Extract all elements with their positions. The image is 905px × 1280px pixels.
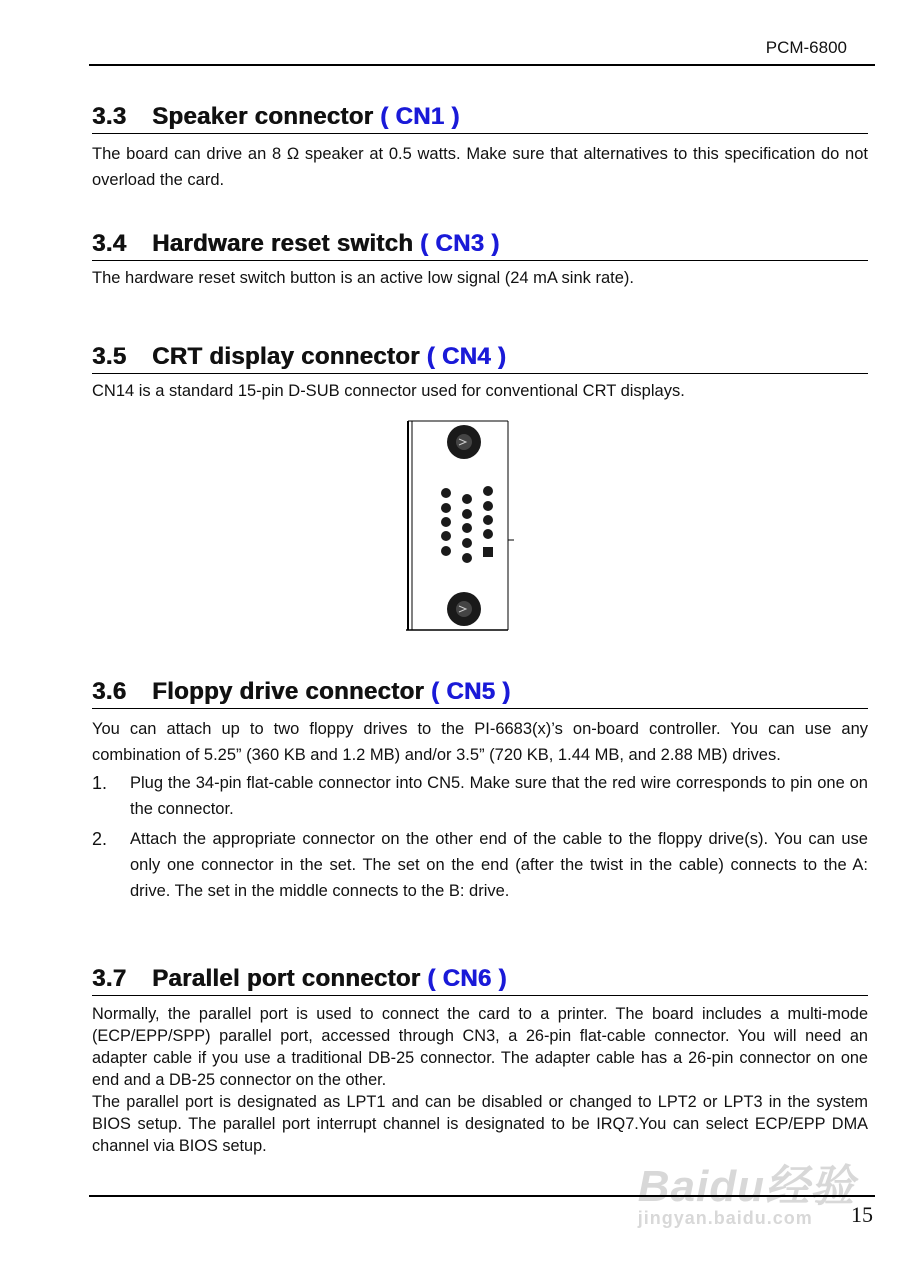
- watermark-logo: Baidu经验: [637, 1162, 855, 1211]
- step-text: Attach the appropriate connector on the other end of the cable to the floppy drive(s). You can use only one connector in the set. The set on the end (after the twist in the cable) connects to the A: drive. The set in the middle connects to the B: drive.: [130, 830, 868, 900]
- section-hardware-reset-switch: [92, 230, 868, 291]
- connector-tag: ( CN3 ): [420, 230, 500, 257]
- list-item: [92, 770, 868, 822]
- watermark-url: jingyan.baidu.com: [637, 1208, 813, 1228]
- section-title: Parallel port connector: [152, 965, 428, 992]
- section-title: Hardware reset switch: [152, 230, 421, 257]
- header-rule: [89, 64, 875, 66]
- section-parallel-port-connector: [92, 965, 868, 1157]
- section-body: The hardware reset switch button is an active low signal (24 mA sink rate).: [92, 269, 634, 287]
- section-number: 3.5: [92, 343, 127, 370]
- page-number: 15: [851, 1202, 873, 1227]
- connector-pins: [441, 486, 493, 563]
- connector-tag: ( CN6 ): [427, 965, 507, 992]
- section-body: Normally, the parallel port is used to connect the card to a printer. The board includes a multi-mode (ECP/EPP/SPP) parallel port, accessed through CN3, a 26-pin flat-cable connector. You will need an adapter cable if you use a traditional DB-25 connector. The adapter cable has a 26-pin connector on one end and a DB-25 connector on the other.: [92, 1005, 868, 1089]
- section-number: 3.4: [92, 230, 127, 257]
- mounting-screw-top: [447, 425, 481, 459]
- footer-rule: [89, 1195, 875, 1197]
- steps-list: [92, 770, 868, 904]
- section-body: You can attach up to two floppy drives to the PI-6683(x)’s on-board controller. You can use any combination of 5.25” (360 KB and 1.2 MB) and/or 3.5” (720 KB, 1.44 MB, and 2.88 MB) drives.: [92, 720, 868, 764]
- section-heading: [92, 230, 868, 261]
- header-title: PCM-6800: [765, 38, 847, 57]
- section-heading: [92, 678, 868, 709]
- connector-tag: ( CN4 ): [426, 343, 507, 370]
- section-body: CN14 is a standard 15-pin D-SUB connector used for conventional CRT displays.: [92, 382, 685, 400]
- section-heading: [92, 343, 868, 374]
- section-title: Floppy drive connector: [152, 678, 431, 705]
- step-number: 1.: [92, 773, 108, 793]
- section-number: 3.7: [92, 965, 127, 992]
- section-floppy-drive-connector: [92, 678, 868, 908]
- connector-tag: ( CN5 ): [430, 678, 511, 705]
- section-heading: [92, 965, 868, 996]
- section-speaker-connector: [92, 103, 868, 193]
- baidu-watermark: [638, 1150, 855, 1229]
- step-number: 2.: [92, 829, 108, 849]
- section-crt-display-connector: [92, 343, 868, 404]
- list-item: [92, 826, 868, 904]
- section-body: The board can drive an 8 Ω speaker at 0.5 watts. Make sure that alternatives to this specification do not overload the card.: [92, 145, 868, 189]
- section-number: 3.3: [92, 103, 127, 130]
- step-text: Plug the 34-pin flat-cable connector into CN5. Make sure that the red wire corresponds to pin one on the connector.: [130, 774, 868, 818]
- connector-tag: ( CN1 ): [380, 103, 460, 130]
- section-body-continued: The parallel port is designated as LPT1 and can be disabled or changed to LPT2 or LPT3 in the system BIOS setup. The parallel port interrupt channel is designated to be IRQ7.You can select ECP/EPP DMA channel via BIOS setup.: [92, 1093, 868, 1155]
- mounting-screw-bottom: [447, 592, 481, 626]
- section-title: CRT display connector: [152, 343, 427, 370]
- section-number: 3.6: [92, 678, 127, 705]
- section-heading: [92, 103, 868, 134]
- dsub-connector-diagram: [400, 418, 515, 634]
- section-title: Speaker connector: [152, 103, 381, 130]
